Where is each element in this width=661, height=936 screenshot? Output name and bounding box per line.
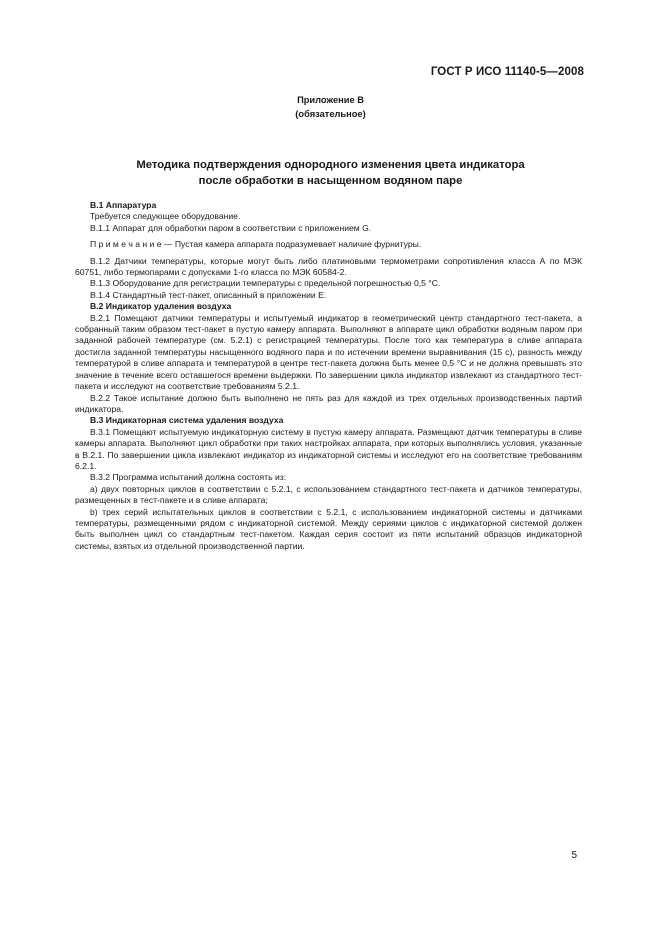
section-heading-b3: В.3 Индикаторная система удаления воздуха bbox=[90, 415, 284, 426]
appendix-status: (обязательное) bbox=[295, 109, 366, 119]
page-number: 5 bbox=[571, 850, 577, 861]
title-line-1: Методика подтверждения однородного изменения цвета индикатора bbox=[136, 159, 525, 171]
paragraph-b1-1: В.1.1 Аппарат для обработки паром в соответствии с приложением G. bbox=[90, 222, 372, 233]
standard-code: ГОСТ Р ИСО 11140-5—2008 bbox=[430, 66, 584, 78]
section-heading-b1: В.1 Аппаратура bbox=[90, 200, 157, 210]
note: П р и м е ч а н и е — Пустая камера аппарата подразумевает наличие фурнитуры. bbox=[90, 239, 422, 250]
list-item-a: а) двух повторных циклов в соответствии с 5.2.1, с использованием стандартного тест-пакета и датчиков температуры, размещенных в тест-пакете и в сливе аппарата; bbox=[75, 483, 582, 506]
title-line-2: после обработки в насыщенном водяном паре bbox=[198, 175, 463, 187]
paragraph-b3-2: В.3.2 Программа испытаний должна состоять из: bbox=[90, 472, 287, 483]
list-item-b: b) трех серий испытательных циклов в соответствии с 5.2.1, с использованием индикаторной системы и датчиками температуры, размещенными рядом с индикаторной системой. Между сериями циклов с индикаторной системой должен быть выполнен цикл со стандартным тест-пакетом. Каждая серия состоит из пяти испытаний образцов индикаторной системы, взятых из отдельной производственной партии. bbox=[75, 506, 582, 551]
paragraph-b3-1: В.3.1 Помещают испытуемую индикаторную систему в пустую камеру аппарата. Размещают датчик температуры в сливе камеры аппарата. Выполняют цикл обработки при таких настройках аппарата, при которых выполнялись условия, указанные в В.2.1. По завершении цикла извлекают индикатор из индикаторной системы и исследуют его на соответствие требованиям 6.2.1. bbox=[75, 426, 582, 471]
paragraph-b1-4: В.1.4 Стандартный тест-пакет, описанный в приложении Е. bbox=[90, 289, 327, 300]
page-title bbox=[0, 157, 661, 189]
paragraph-b2-2: В.2.2 Такое испытание должно быть выполнено не пять раз для каждой из трех отдельных производственных партий индикатора. bbox=[75, 392, 582, 414]
paragraph-b1-2: В.1.2 Датчики температуры, которые могут быть либо платиновыми термометрами сопротивления класса А по МЭК 60751, либо термопарами с допусками 1-го класса по МЭК 60584-2. bbox=[75, 255, 582, 278]
paragraph-b1-3: В.1.3 Оборудование для регистрации температуры с предельной погрешностью 0,5 °С. bbox=[90, 278, 441, 289]
section-heading-b2: В.2 Индикатор удаления воздуха bbox=[90, 301, 232, 312]
paragraph-b2-1: В.2.1 Помещают датчики температуры и испытуемый индикатор в геометрический центр стандартного тест-пакета, а собранный таким образом тест-пакет в пустую камеру аппарата. Выполняют в аппарате цикл обработки водяным паром при заданной рабочей температуре (см. 5.2.1) с регистрацией температуры. После того как температура в сливе аппарата достигла заданной температуры насыщенного водяного пара и по истечении времени выравнивания (15 с), разность между температурой в сливе аппарата и температурой в центре тест-пакета должна быть менее 0,5 °С и не должна превышать это значение в течение всего оставшегося времени выдержки. По завершении цикла индикатор извлекают из стандартного тест-пакета и исследуют на соответствие требованиям 5.2.1. bbox=[75, 312, 582, 392]
paragraph-b1-intro: Требуется следующее оборудование. bbox=[90, 211, 241, 222]
appendix-label: Приложение В bbox=[297, 95, 364, 105]
document-body bbox=[75, 200, 582, 552]
